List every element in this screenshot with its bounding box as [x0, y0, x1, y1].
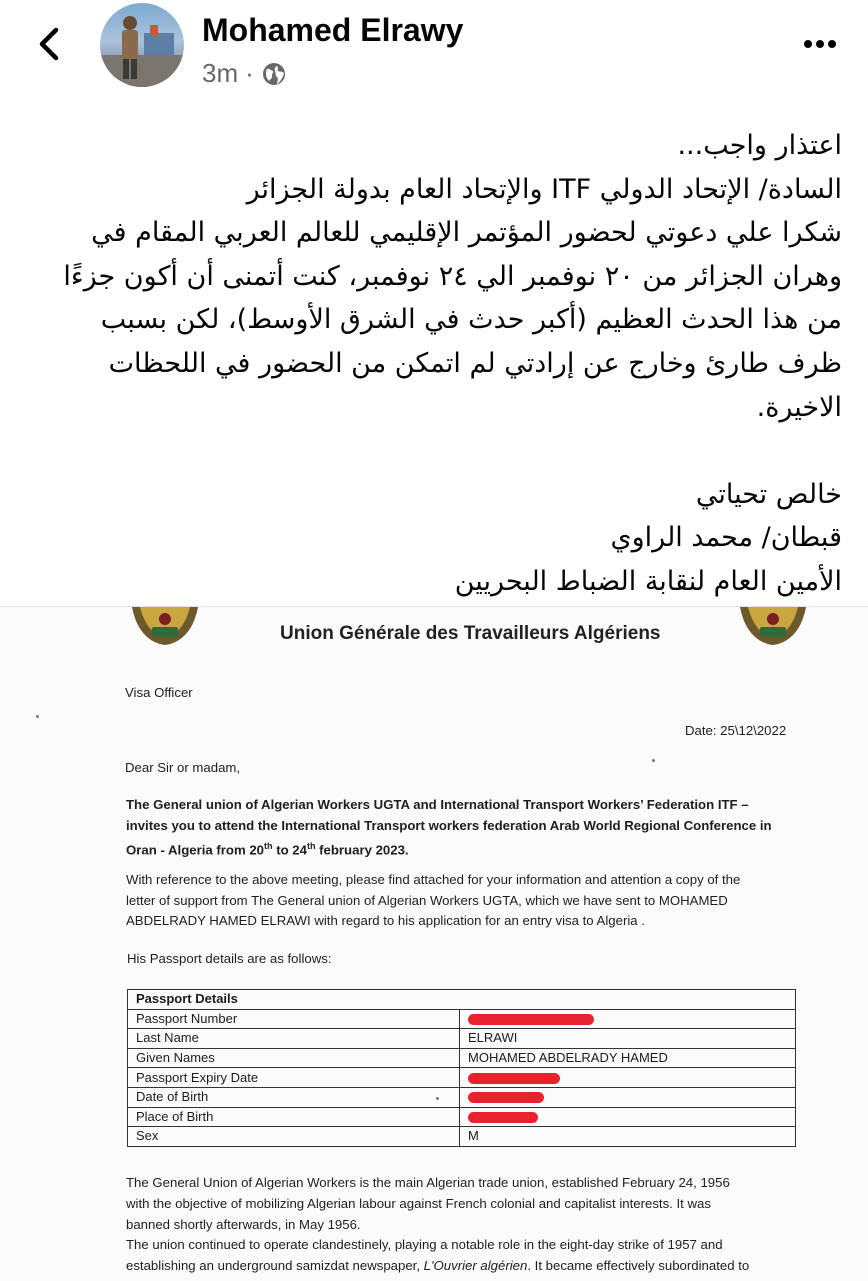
row-value: ELRAWI: [460, 1029, 796, 1049]
table-row: [128, 1107, 796, 1127]
back-button[interactable]: [28, 22, 72, 66]
table-row: [128, 1048, 796, 1068]
reference-line: With reference to the above meeting, please find attached for your information and attention a copy of the: [126, 872, 741, 887]
more-options-button[interactable]: [800, 30, 840, 58]
invitation-line: invites you to attend the International Transport workers federation Arab World Regional Conference in: [126, 817, 772, 833]
history-line: The General Union of Algerian Workers is the main Algerian trade union, established February 24, 1956: [126, 1175, 730, 1190]
history-line: with the objective of mobilizing Algerian labour against French colonial and capitalist interests. It was: [126, 1195, 711, 1211]
ugta-emblem-right: [736, 607, 810, 647]
row-value: M: [460, 1127, 796, 1147]
row-label: Passport Expiry Date: [128, 1068, 460, 1088]
row-value: [460, 1009, 796, 1029]
signature-line: خالص تحياتي: [695, 478, 842, 510]
row-value: [460, 1087, 796, 1107]
signature-line: قبطان/ محمد الراوي: [610, 522, 842, 554]
invitation-line: Oran - Algeria from 20th to 24th february 2023.: [126, 841, 409, 858]
passport-intro: His Passport details are as follows:: [127, 951, 332, 966]
more-horizontal-icon: [800, 30, 840, 58]
recipient: Visa Officer: [125, 685, 193, 700]
invitation-line: The General union of Algerian Workers UGTA and International Transport Workers’ Federation ITF –: [126, 797, 749, 812]
document-title: Union Générale des Travailleurs Algériens: [280, 623, 661, 644]
author-name[interactable]: Mohamed Elrawy: [202, 12, 464, 48]
paragraph-gap: [22, 429, 842, 473]
reference-line: ABDELRADY HAMED ELRAWI with regard to his application for an entry visa to Algeria .: [126, 913, 645, 928]
post-line: السادة/ الإتحاد الدولي ITF والإتحاد العام بدولة الجزائر: [246, 173, 842, 205]
paper-speck: [436, 1097, 439, 1100]
row-value: [460, 1068, 796, 1088]
paper-speck: [652, 759, 655, 762]
redaction-mark: [468, 1092, 544, 1103]
post-line: ظرف طارئ وخارج عن إرادتي لم اتمكن من الحضور في اللحظات: [108, 347, 842, 379]
reference-line: letter of support from The General union of Algerian Workers UGTA, which we have sent to MOHAMED: [126, 892, 728, 908]
table-header-row: [128, 990, 796, 1010]
table-row: [128, 1087, 796, 1107]
redaction-mark: [468, 1073, 560, 1084]
table-header: Passport Details: [128, 990, 796, 1010]
invitation-paragraph: [126, 795, 806, 861]
history-line: The union continued to operate clandestinely, playing a notable role in the eight-day strike of 1957 and: [126, 1237, 723, 1253]
post-line: الاخيرة.: [756, 391, 842, 423]
post-line: من هذا الحدث العظيم (أكبر حدث في الشرق الأوسط)، لكن بسبب: [100, 304, 842, 336]
row-label: Sex: [128, 1127, 460, 1147]
post-line: وهران الجزائر من ٢٠ نوفمبر الي ٢٤ نوفمبر، كنت أتمنى أن أكون جزءًا: [63, 260, 842, 292]
row-value: MOHAMED ABDELRADY HAMED: [460, 1048, 796, 1068]
post-meta: [202, 58, 287, 89]
greeting: Dear Sir or madam,: [125, 760, 241, 775]
document-date: Date: 25\12\2022: [685, 723, 787, 738]
table-row: [128, 1029, 796, 1049]
history-line: establishing an underground samizdat newspaper, L'Ouvrier algérien. It became effectively subordinated to: [126, 1258, 750, 1274]
row-value: [460, 1107, 796, 1127]
history-paragraph: [126, 1173, 816, 1277]
avatar[interactable]: [100, 3, 184, 87]
post-time[interactable]: 3m: [202, 58, 239, 88]
globe-icon[interactable]: [261, 61, 287, 87]
row-label: Last Name: [128, 1029, 460, 1049]
post-line: اعتذار واجب...: [677, 130, 842, 161]
post-body: [22, 124, 842, 604]
history-line: banned shortly afterwards, in May 1956.: [126, 1216, 361, 1232]
meta-separator: ·: [245, 58, 254, 88]
table-row: [128, 1068, 796, 1088]
row-label: Passport Number: [128, 1009, 460, 1029]
post-line: شكرا علي دعوتي لحضور المؤتمر الإقليمي للعالم العربي المقام في: [91, 217, 842, 249]
table-row: [128, 1127, 796, 1147]
table-row: [128, 1009, 796, 1029]
row-label: Place of Birth: [128, 1107, 460, 1127]
paper-speck: [36, 715, 39, 718]
chevron-left-icon: [28, 22, 72, 66]
row-label: Given Names: [128, 1048, 460, 1068]
signature-line: الأمين العام لنقابة الضباط البحريين: [454, 565, 842, 597]
profile-photo: [100, 3, 184, 87]
attached-document-image[interactable]: [0, 606, 868, 1281]
redaction-mark: [468, 1014, 594, 1025]
passport-details-table: [127, 989, 796, 1147]
redaction-mark: [468, 1112, 538, 1123]
reference-paragraph: [126, 870, 806, 932]
row-label: Date of Birth: [128, 1087, 460, 1107]
ugta-emblem-left: [128, 607, 202, 647]
